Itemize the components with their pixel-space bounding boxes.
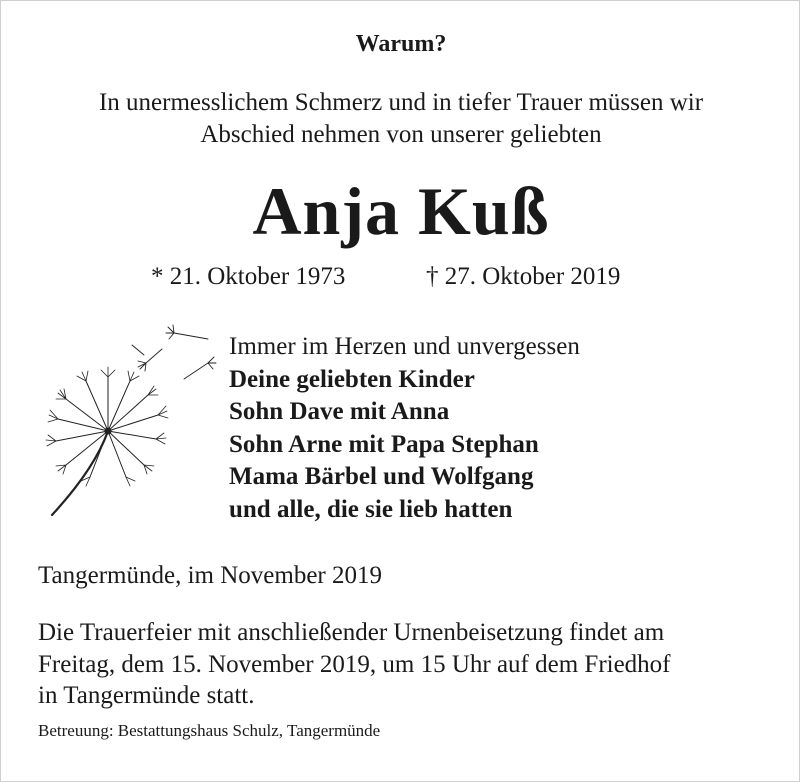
- death-date: † 27. Oktober 2019: [426, 263, 621, 290]
- place-date: Tangermünde, im November 2019: [38, 562, 382, 589]
- funeral-home-credit: Betreuung: Bestattungshaus Schulz, Tangermünde: [38, 721, 381, 740]
- mourner-line: Sohn Dave mit Anna: [229, 398, 450, 426]
- deceased-name: Anja Kuß: [252, 173, 550, 249]
- service-details: [38, 617, 778, 712]
- service-line-2: Freitag, dem 15. November 2019, um 15 Uhr auf dem Friedhof: [38, 650, 671, 678]
- intro-text: [1, 87, 800, 151]
- mourner-line: Mama Bärbel und Wolfgang: [229, 463, 534, 491]
- intro-line-2: Abschied nehmen von unserer geliebten: [200, 121, 602, 148]
- motto: Immer im Herzen und unvergessen: [229, 333, 580, 360]
- birth-date: * 21. Oktober 1973: [151, 263, 346, 290]
- service-line-1: Die Trauerfeier mit anschließender Urnenbeisetzung findet am: [38, 619, 665, 646]
- mourners-block: [229, 331, 580, 527]
- intro-line-1: In unermesslichem Schmerz und in tiefer Trauer müssen wir: [98, 89, 704, 116]
- mourner-line: Sohn Arne mit Papa Stephan: [229, 430, 539, 458]
- mourner-line: Deine geliebten Kinder: [229, 365, 475, 393]
- service-line-3: in Tangermünde statt.: [38, 682, 255, 709]
- dandelion-icon: [36, 319, 226, 519]
- mourner-line: und alle, die sie lieb hatten: [229, 495, 513, 523]
- heading: Warum?: [355, 31, 447, 57]
